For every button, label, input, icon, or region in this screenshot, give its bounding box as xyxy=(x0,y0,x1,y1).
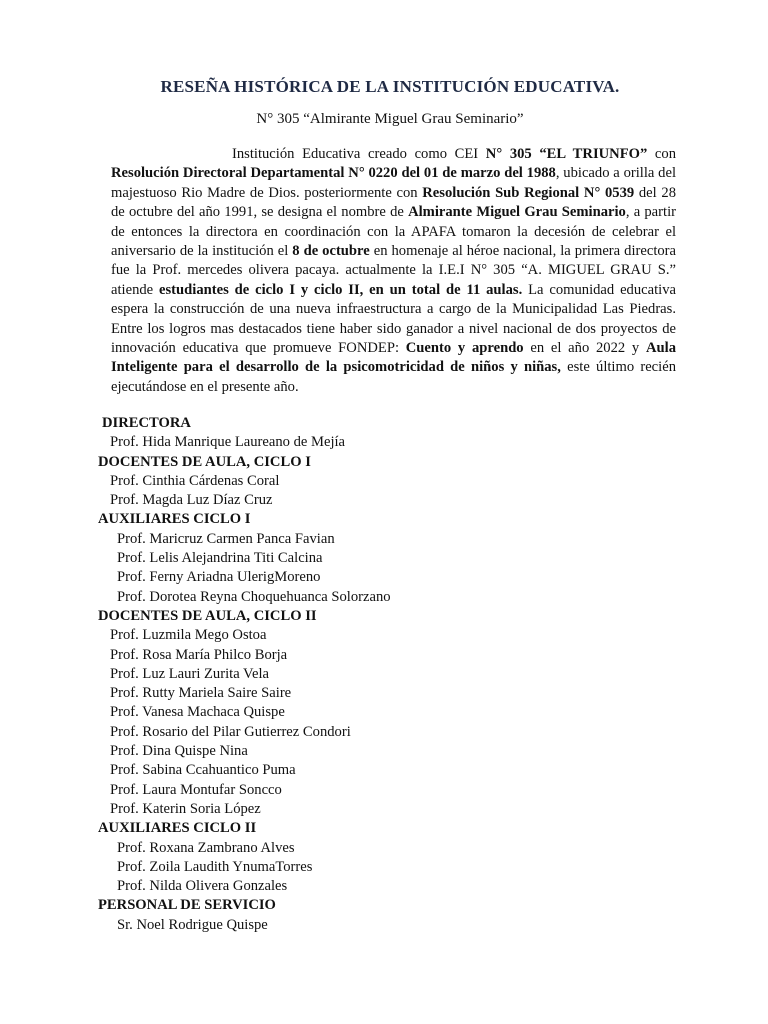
staff-name: Prof. Maricruz Carmen Panca Favian xyxy=(117,530,335,547)
paragraph-run-bold: Aula Inteligente para el desarrollo de la psicomotricidad de niños y niñas, xyxy=(111,340,676,376)
staff-name: Prof. Luz Lauri Zurita Vela xyxy=(110,665,269,682)
document-title: RESEÑA HISTÓRICA DE LA INSTITUCIÓN EDUCATIVA. xyxy=(160,77,620,96)
staff-name: Prof. Roxana Zambrano Alves xyxy=(117,839,295,856)
staff-name: Prof. Vanesa Machaca Quispe xyxy=(110,704,285,721)
paragraph-run-bold: N° 305 “EL TRIUNFO” xyxy=(485,146,648,162)
staff-name: Prof. Zoila Laudith YnumaTorres xyxy=(117,858,313,875)
staff-name: Sr. Noel Rodrigue Quispe xyxy=(117,916,268,933)
paragraph-run: este último recién ejecutándose en el presente año. xyxy=(111,359,676,395)
staff-name: Prof. Ferny Ariadna UlerigMoreno xyxy=(117,569,321,586)
staff-name: Prof. Lelis Alejandrina Titi Calcina xyxy=(117,550,323,567)
paragraph-run: , a partir de entonces la directora en coordinación con la APAFA tomaron la decesión de celebrar el aniversario de la institución el xyxy=(111,204,676,260)
paragraph-run: del 28 de octubre del año 1991, se designa el nombre de xyxy=(111,184,676,221)
section-heading-auxiliares-ciclo-1: AUXILIARES CICLO I xyxy=(98,511,251,528)
paragraph-run-bold: Almirante Miguel Grau Seminario xyxy=(408,204,626,221)
staff-name: Prof. Cinthia Cárdenas Coral xyxy=(110,472,280,489)
paragraph-run-bold: estudiantes de ciclo I y ciclo II, en un total de 11 aulas. xyxy=(159,281,523,298)
paragraph-run: en homenaje al héroe nacional, la primera directora fue la Prof. mercedes olivera pacaya. actualmente la I.E.I N° 305 “A. MIGUEL GRAU S.” atiende xyxy=(111,243,677,298)
section-heading-directora: DIRECTORA xyxy=(102,415,191,431)
staff-name: Prof. Rosa María Philco Borja xyxy=(110,646,288,663)
paragraph-run: , ubicado a orilla del majestuoso Rio Madre de Dios. posteriormente con xyxy=(111,165,676,201)
staff-name: Prof. Sabina Ccahuantico Puma xyxy=(110,762,296,779)
paragraph-run: Institución Educativa creado como CEI xyxy=(232,146,486,162)
paragraph-run-bold: Resolución Directoral Departamental N° 0220 del 01 de marzo del 1988 xyxy=(111,165,556,182)
section-heading-auxiliares-ciclo-2: AUXILIARES CICLO II xyxy=(98,820,257,837)
staff-name: Prof. Dorotea Reyna Choquehuanca Solorzano xyxy=(117,588,391,605)
paragraph-run: La comunidad educativa espera la construcción de una nueva infraestructura a cargo de la Municipalidad Las Piedras. Entre los logros mas destacados tiene haber sido ganador a nivel nacional de dos proyectos de innovación educativa que promueve FONDEP: xyxy=(111,281,676,357)
paragraph-run: en el año 2022 y xyxy=(523,340,646,357)
section-heading-personal-servicio: PERSONAL DE SERVICIO xyxy=(98,897,276,914)
paragraph-run-bold: Resolución Sub Regional N° 0539 xyxy=(422,184,635,201)
paragraph-run-bold: 8 de octubre xyxy=(292,243,370,260)
staff-name: Prof. Katerin Soria López xyxy=(110,800,261,817)
staff-name: Prof. Laura Montufar Soncco xyxy=(110,781,282,798)
paragraph-run: con xyxy=(647,146,676,162)
staff-name: Prof. Hida Manrique Laureano de Mejía xyxy=(110,434,346,451)
section-heading-docentes-ciclo-2: DOCENTES DE AULA, CICLO II xyxy=(98,607,317,624)
staff-name: Prof. Dina Quispe Nina xyxy=(110,743,248,760)
staff-list xyxy=(98,414,658,935)
document-subtitle: N° 305 “Almirante Miguel Grau Seminario” xyxy=(256,111,524,127)
paragraph-run-bold: Cuento y aprendo xyxy=(405,340,524,357)
staff-name: Prof. Magda Luz Díaz Cruz xyxy=(110,492,273,509)
staff-name: Prof. Rosario del Pilar Gutierrez Condori xyxy=(110,723,351,740)
history-paragraph xyxy=(111,145,676,397)
staff-name: Prof. Rutty Mariela Saire Saire xyxy=(110,685,292,702)
section-heading-docentes-ciclo-1: DOCENTES DE AULA, CICLO I xyxy=(98,453,311,470)
staff-name: Prof. Luzmila Mego Ostoa xyxy=(110,627,267,644)
staff-name: Prof. Nilda Olivera Gonzales xyxy=(117,878,288,895)
